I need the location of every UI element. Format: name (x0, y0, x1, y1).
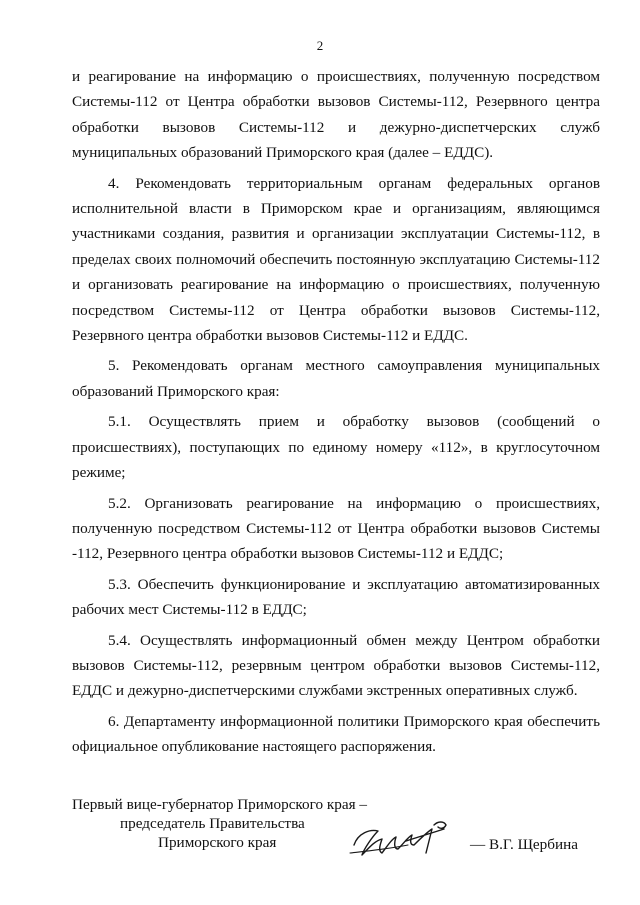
signer-name: — В.Г. Щербина (470, 836, 578, 853)
paragraph-item-4: 4. Рекомендовать территориальным органам федеральных органов исполнительной власти в Приморском крае и организациям, являющимся участниками создания, развития и организации эксплуатации Системы-112, в пределах своих полномочий обеспечить постоянную эксплуатацию Системы-112 и организовать реагирование на информацию о происшествиях, полученную посредством Системы-112 от Центра обработки вызовов Системы-112, Резервного центра обработки вызовов Системы-112 и ЕДДС. (72, 174, 600, 345)
paragraph-item-5: 5. Рекомендовать органам местного самоуправления муниципальных образований Приморского края: (72, 357, 600, 400)
signer-position-line-1: Первый вице-губернатор Приморского края – (72, 796, 367, 813)
paragraph-item-5-4: 5.4. Осуществлять информационный обмен между Центром обработки вызовов Системы-112, резервным центром обработки вызовов Системы-112, ЕДДС и дежурно-диспетчерскими службами экстренных оперативных служб. (72, 631, 600, 700)
paragraph-continuation: и реагирование на информацию о происшествиях, полученную посредством Системы-112 от Центра обработки вызовов Системы-112, Резервного центра обработки вызовов Системы-112 и дежурно-диспетчерских служб муниципальных образований Приморского края (далее – ЕДДС). (72, 68, 600, 162)
paragraph-item-5-3: 5.3. Обеспечить функционирование и эксплуатацию автоматизированных рабочих мест Системы-112 в ЕДДС; (72, 575, 600, 619)
signer-position-line-2: председатель Правительства (120, 815, 305, 832)
paragraph-item-6: 6. Департаменту информационной политики Приморского края обеспечить официальное опубликование настоящего распоряжения. (72, 712, 600, 756)
page-number: 2 (316, 38, 324, 53)
signer-position-line-3: Приморского края (158, 834, 277, 851)
document-body (72, 64, 600, 760)
handwritten-signature (348, 815, 458, 863)
paragraph-item-5-2: 5.2. Организовать реагирование на информацию о происшествиях, полученную посредством Системы-112 от Центра обработки вызовов Системы -112, Резервного центра обработки вызовов Системы-112 и ЕДДС; (72, 494, 600, 563)
paragraph-item-5-1: 5.1. Осуществлять прием и обработку вызовов (сообщений о происшествиях), поступающих по единому номеру «112», в круглосуточном режиме; (72, 413, 600, 482)
signature-block (72, 795, 600, 865)
